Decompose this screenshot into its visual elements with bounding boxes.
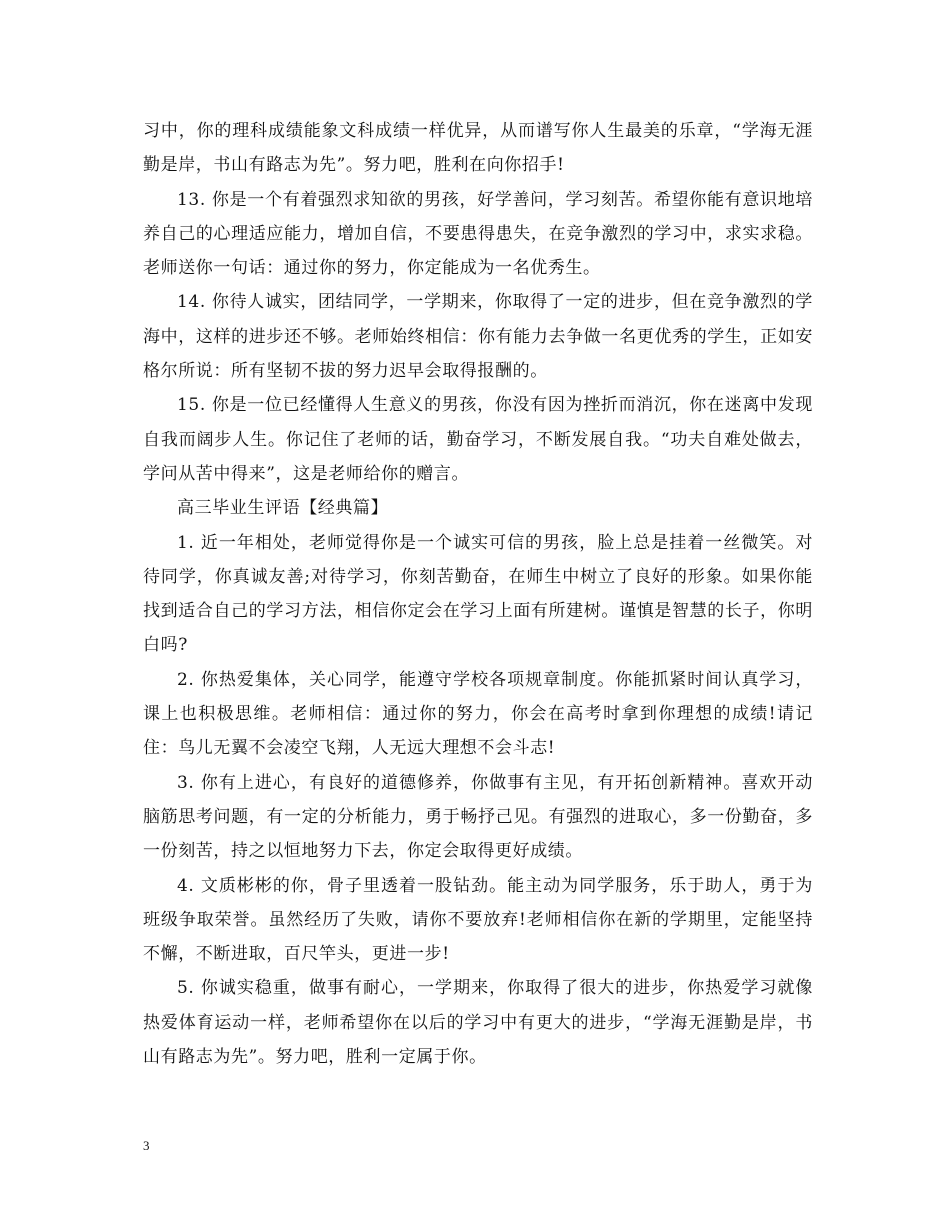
comment-1: 1. 近一年相处，老师觉得你是一个诚实可信的男孩，脸上总是挂着一丝微笑。对待同学，你真诚友善;对待学习，你刻苦勤奋，在师生中树立了良好的形象。如果你能找到适合自己的学习方法，相信你定会在学习上面有所建树。谨慎是智慧的长子，你明白吗? bbox=[143, 532, 813, 656]
comment-14: 14. 你待人诚实，团结同学，一学期来，你取得了一定的进步，但在竞争激烈的学海中，这样的进步还不够。老师始终相信：你有能力去争做一名更优秀的学生，正如安格尔所说：所有坚韧不拔的努力迟早会取得报酬的。 bbox=[143, 292, 813, 382]
page-number: 3 bbox=[143, 1138, 150, 1153]
comment-2: 2. 你热爱集体，关心同学，能遵守学校各项规章制度。你能抓紧时间认真学习，课上也积极思维。老师相信：通过你的努力，你会在高考时拿到你理想的成绩!请记住：鸟儿无翼不会凌空飞翔，人无远大理想不会斗志! bbox=[143, 669, 813, 759]
comment-13: 13. 你是一个有着强烈求知欲的男孩，好学善问，学习刻苦。希望你能有意识地培养自己的心理适应能力，增加自信，不要患得患失，在竞争激烈的学习中，求实求稳。老师送你一句话：通过你的努力，你定能成为一名优秀生。 bbox=[143, 189, 813, 279]
comment-5: 5. 你诚实稳重，做事有耐心，一学期来，你取得了很大的进步，你热爱学习就像热爱体育运动一样，老师希望你在以后的学习中有更大的进步，“学海无涯勤是岸，书山有路志为先”。努力吧，胜利一定属于你。 bbox=[143, 978, 813, 1068]
document-body bbox=[143, 114, 813, 1074]
comment-3: 3. 你有上进心，有良好的道德修养，你做事有主见，有开拓创新精神。喜欢开动脑筋思考问题，有一定的分析能力，勇于畅抒己见。有强烈的进取心，多一份勤奋，多一份刻苦，持之以恒地努力下去，你定会取得更好成绩。 bbox=[143, 772, 813, 862]
paragraph-continuation: 习中，你的理科成绩能象文科成绩一样优异，从而谱写你人生最美的乐章，“学海无涯勤是岸，书山有路志为先”。努力吧，胜利在向你招手! bbox=[143, 121, 813, 176]
comment-4: 4. 文质彬彬的你，骨子里透着一股钻劲。能主动为同学服务，乐于助人，勇于为班级争取荣誉。虽然经历了失败，请你不要放弃!老师相信你在新的学期里，定能坚持不懈，不断进取，百尺竿头，更进一步! bbox=[143, 875, 813, 965]
comment-15: 15. 你是一位已经懂得人生意义的男孩，你没有因为挫折而消沉，你在迷离中发现自我而阔步人生。你记住了老师的话，勤奋学习，不断发展自我。“功夫自难处做去，学问从苦中得来”，这是老师给你的赠言。 bbox=[143, 395, 813, 484]
section-heading: 高三毕业生评语【经典篇】 bbox=[177, 498, 389, 519]
